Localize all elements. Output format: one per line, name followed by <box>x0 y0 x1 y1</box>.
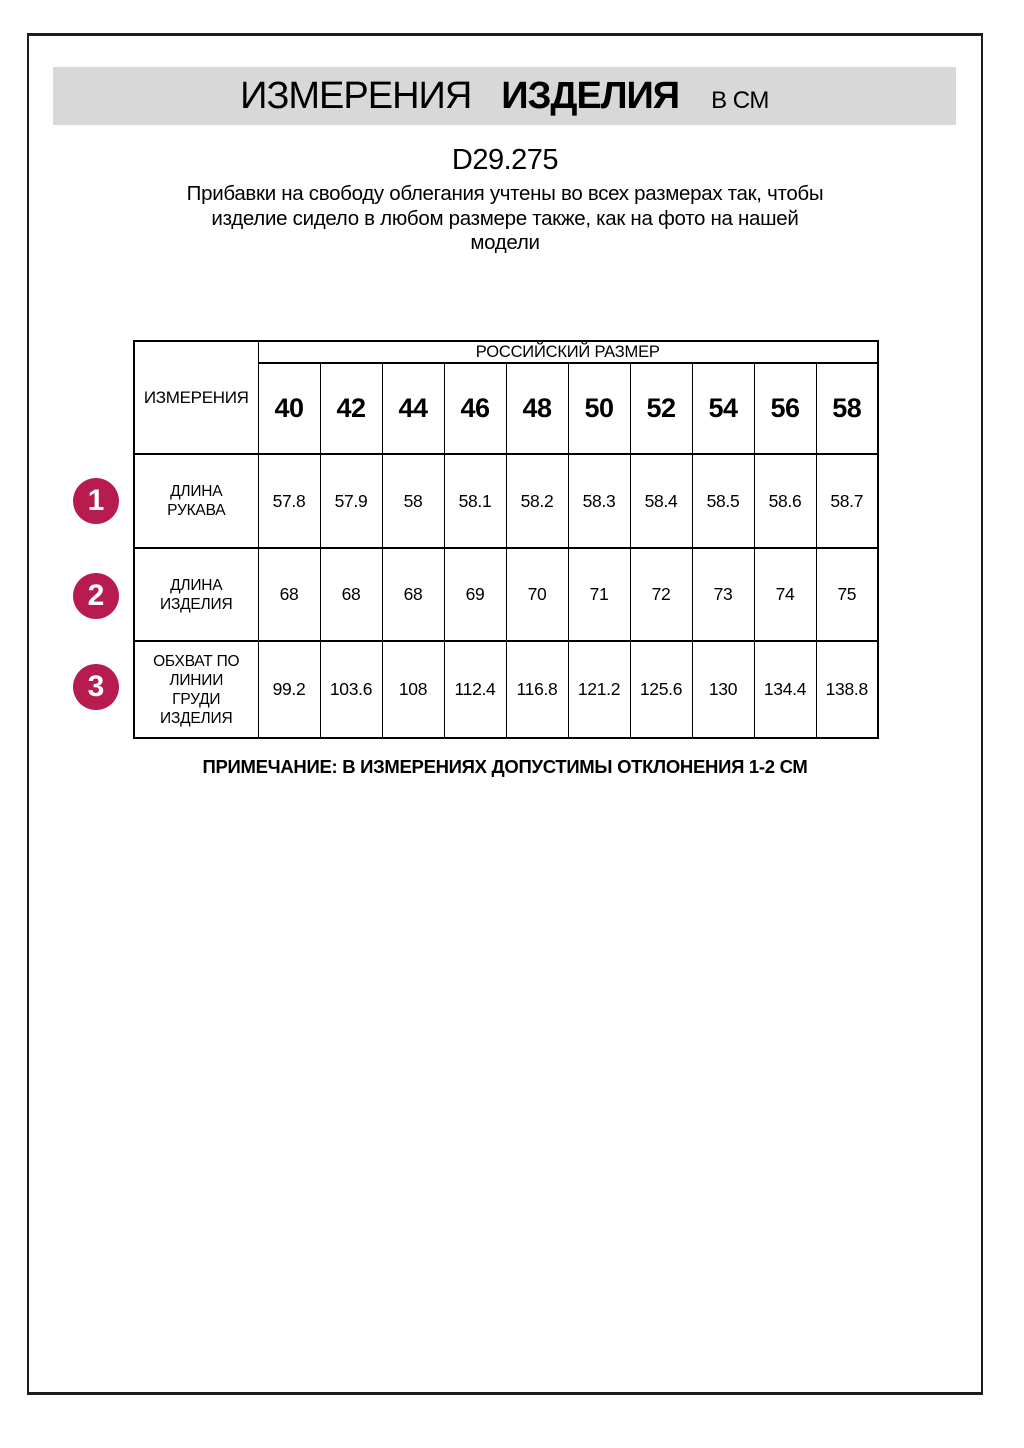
tolerance-note: ПРИМЕЧАНИЕ: В ИЗМЕРЕНИЯХ ДОПУСТИМЫ ОТКЛОНЕНИЯ 1-2 СМ <box>202 756 808 777</box>
table-row-chest-girth <box>134 641 878 738</box>
table-row-group-header <box>134 341 878 363</box>
table-cell: 69 <box>444 548 506 641</box>
table-cell: 58.6 <box>754 454 816 548</box>
table-cell: 68 <box>258 548 320 641</box>
table-row-sleeve-length <box>134 454 878 548</box>
fit-description <box>27 182 983 256</box>
row-number-badge-1: 1 <box>73 478 119 524</box>
size-header: 42 <box>320 363 382 454</box>
fit-description-line: изделие сидело в любом размере также, как на фото на нашей <box>211 206 799 230</box>
row-label-text: ОБХВАТ ПО ЛИНИИ ГРУДИ ИЗДЕЛИЯ <box>153 652 240 727</box>
size-header: 54 <box>692 363 754 454</box>
size-header: 58 <box>816 363 878 454</box>
fit-description-line: модели <box>470 231 540 254</box>
title-band <box>53 67 956 125</box>
table-cell: 58.1 <box>444 454 506 548</box>
table-cell: 57.8 <box>258 454 320 548</box>
table-cell: 99.2 <box>258 641 320 738</box>
table-cell: 58.4 <box>630 454 692 548</box>
size-header: 46 <box>444 363 506 454</box>
row-number-badge-3: 3 <box>73 664 119 710</box>
table-cell: 68 <box>320 548 382 641</box>
table-cell: 116.8 <box>506 641 568 738</box>
table-cell: 58.7 <box>816 454 878 548</box>
table-cell: 134.4 <box>754 641 816 738</box>
table-cell: 58.5 <box>692 454 754 548</box>
table-cell: 125.6 <box>630 641 692 738</box>
table-cell: 103.6 <box>320 641 382 738</box>
table-cell: 121.2 <box>568 641 630 738</box>
table-cell: 74 <box>754 548 816 641</box>
page-title-word-measurements: ИЗМЕРЕНИЯ <box>240 75 472 117</box>
size-header: 50 <box>568 363 630 454</box>
row-label-sleeve-length <box>134 454 258 548</box>
table-cell: 72 <box>630 548 692 641</box>
size-header: 52 <box>630 363 692 454</box>
fit-description-line: Прибавки на свободу облегания учтены во всех размерах так, чтобы <box>186 182 824 205</box>
table-cell: 112.4 <box>444 641 506 738</box>
row-label-text: ДЛИНА ИЗДЕЛИЯ <box>160 576 233 613</box>
table-cell: 57.9 <box>320 454 382 548</box>
column-group-header-russian-size: РОССИЙСКИЙ РАЗМЕР <box>258 341 878 363</box>
table-cell: 58 <box>382 454 444 548</box>
size-header: 40 <box>258 363 320 454</box>
row-label-product-length <box>134 548 258 641</box>
size-header: 48 <box>506 363 568 454</box>
page-title-unit: В СМ <box>711 87 769 114</box>
size-header: 56 <box>754 363 816 454</box>
table-cell: 130 <box>692 641 754 738</box>
table-cell: 68 <box>382 548 444 641</box>
table-cell: 70 <box>506 548 568 641</box>
size-chart-table <box>133 340 879 739</box>
table-cell: 58.2 <box>506 454 568 548</box>
row-label-chest-girth <box>134 641 258 738</box>
column-header-measurements: ИЗМЕРЕНИЯ <box>134 341 258 454</box>
table-cell: 73 <box>692 548 754 641</box>
table-cell: 138.8 <box>816 641 878 738</box>
size-header: 44 <box>382 363 444 454</box>
table-cell: 75 <box>816 548 878 641</box>
row-number-badge-2: 2 <box>73 573 119 619</box>
table-cell: 71 <box>568 548 630 641</box>
row-label-text: ДЛИНА РУКАВА <box>167 483 226 519</box>
table-row-product-length <box>134 548 878 641</box>
product-code: D29.275 <box>451 144 559 176</box>
table-cell: 108 <box>382 641 444 738</box>
table-cell: 58.3 <box>568 454 630 548</box>
page-title-word-product: ИЗДЕЛИЯ <box>501 75 680 117</box>
